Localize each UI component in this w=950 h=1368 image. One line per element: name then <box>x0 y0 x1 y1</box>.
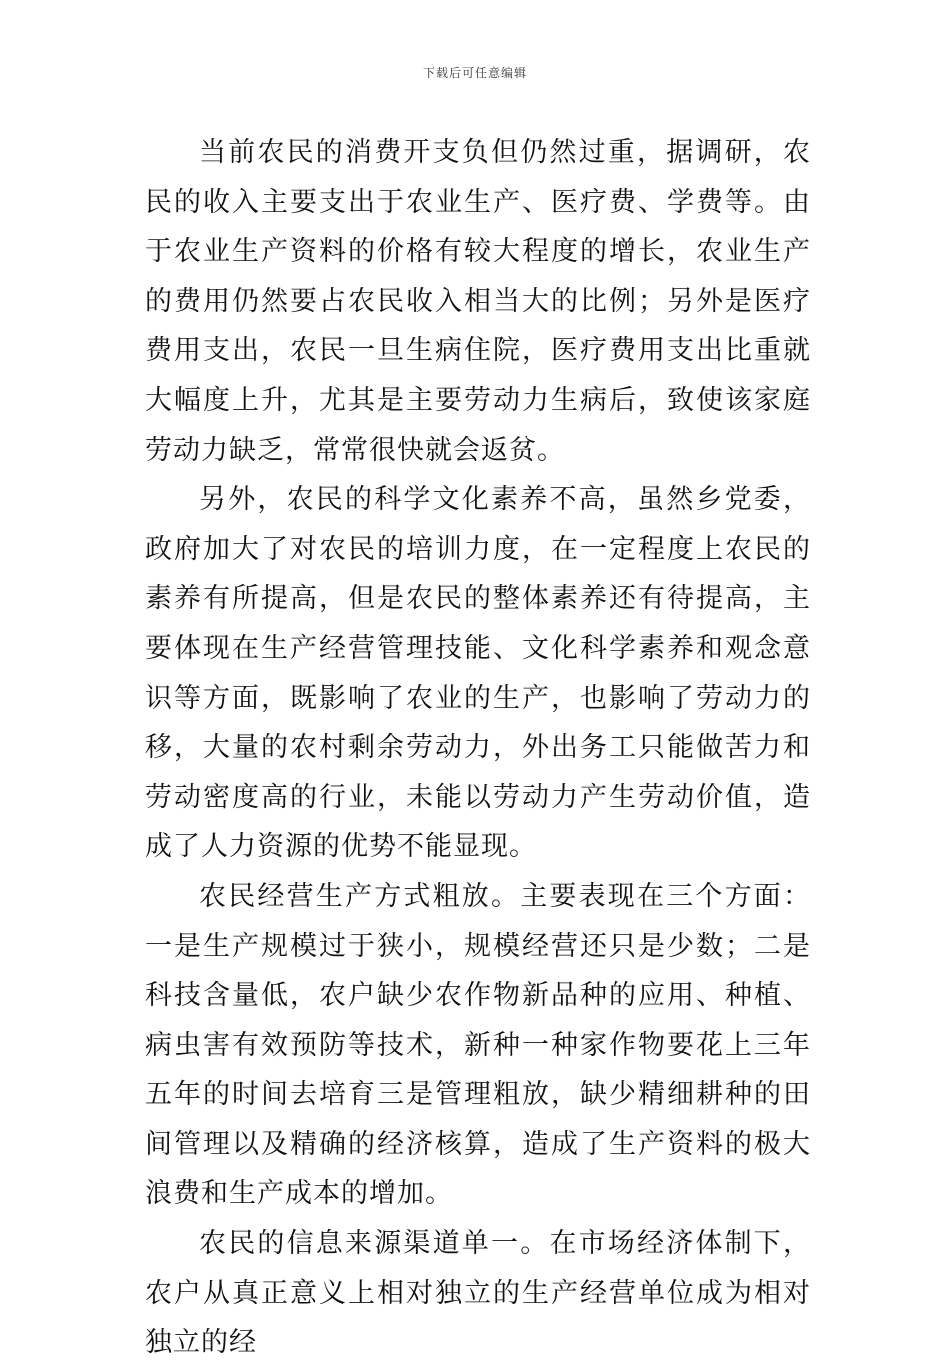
paragraph-consumption: 当前农民的消费开支负但仍然过重，据调研，农民的收入主要支出于农业生产、医疗费、学费等。由于农业生产资料的价格有较大程度的增长，农业生产的费用仍然要占农民收入相当大的比例；另外是医疗费用支出，农民一旦生病住院，医疗费用支出比重就大幅度上升，尤其是主要劳动力生病后，致使该家庭劳动力缺乏，常常很快就会返贫。 <box>145 137 811 466</box>
document-body <box>145 128 811 1368</box>
page-header: 下载后可任意编辑 <box>422 66 527 80</box>
paragraph-education: 另外，农民的科学文化素养不高，虽然乡党委，政府加大了对农民的培训力度，在一定程度上农民的素养有所提高，但是农民的整体素养还有待提高，主要体现在生产经营管理技能、文化科学素养和观念意识等方面，既影响了农业的生产，也影响了劳动力的移，大量的农村剩余劳动力，外出务工只能做苦力和劳动密度高的行业，未能以劳动力产生劳动价值，造成了人力资源的优势不能显现。 <box>145 484 811 863</box>
paragraph-information: 农民的信息来源渠道单一。在市场经济体制下，农户从真正意义上相对独立的生产经营单位成为相对独立的经 <box>145 1228 811 1359</box>
paragraph-production: 农民经营生产方式粗放。主要表现在三个方面：一是生产规模过于狭小，规模经营还只是少数；二是科技含量低，农户缺少农作物新品种的应用、种植、病虫害有效预防等技术，新种一种家作物要花上三年五年的时间去培育三是管理粗放，缺少精细耕种的田间管理以及精确的经济核算，造成了生产资料的极大浪费和生产成本的增加。 <box>145 880 811 1210</box>
